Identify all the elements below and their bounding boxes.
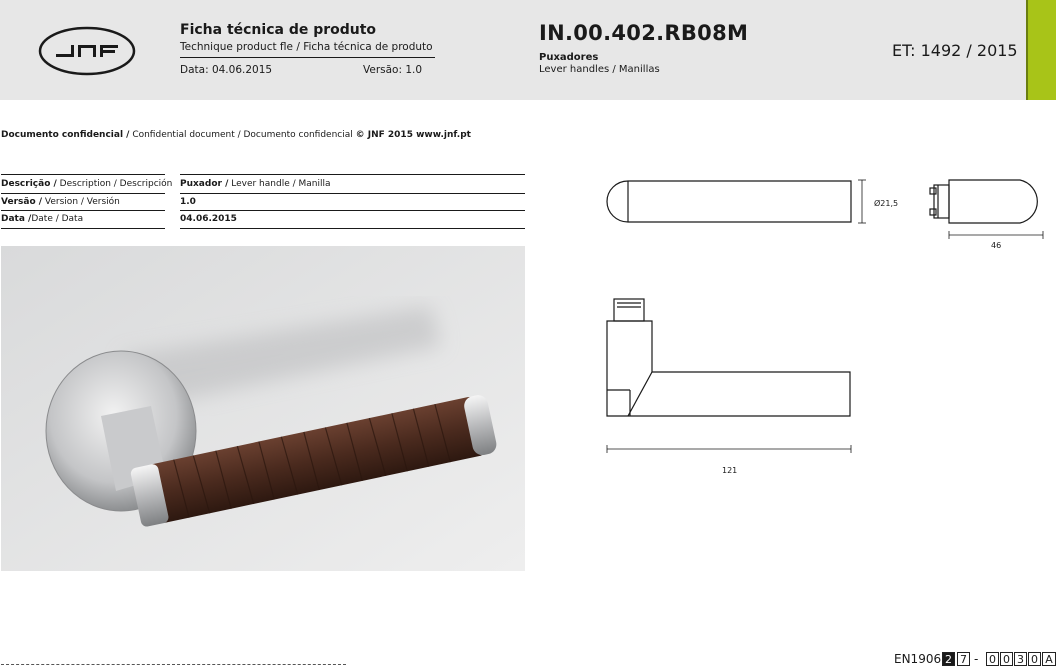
en-code-separator: -: [974, 652, 979, 666]
confidential-bold: Documento confidencial /: [1, 130, 130, 140]
lever-top-view: [607, 181, 851, 222]
en-code-box: 0: [1000, 652, 1013, 666]
sheet-subtitle: Technique product fle / Ficha técnica de produto: [180, 41, 433, 53]
technical-drawings: [560, 160, 1056, 490]
spec-label-description: Descrição / Description / Descripción: [1, 179, 173, 189]
spec-value-date: 04.06.2015: [180, 214, 237, 224]
en-code-box: 0: [986, 652, 999, 666]
lever-side-view: [607, 299, 850, 416]
spec-value-description: Puxador / Lever handle / Manilla: [180, 179, 331, 189]
spec-label-date: Data /Date / Data: [1, 214, 84, 224]
table-rule: [1, 174, 165, 175]
jnf-logo: [38, 26, 136, 76]
en-code-box: A: [1042, 652, 1056, 666]
en-code-box: 0: [1028, 652, 1041, 666]
footer-dashed-rule: [1, 664, 346, 665]
et-reference: ET: 1492 / 2015: [892, 41, 1018, 60]
table-rule: [180, 193, 525, 194]
diameter-dimension: Ø21,5: [874, 199, 899, 208]
confidential-notice: [1, 130, 471, 140]
table-rule: [1, 210, 165, 211]
lever-end-view: [949, 180, 1037, 223]
product-category-translations: Lever handles / Manillas: [539, 64, 660, 75]
product-category: Puxadores: [539, 52, 599, 63]
en-standard: EN1906: [894, 652, 942, 666]
accent-bar: [1028, 0, 1056, 100]
en-code-box: 2: [942, 652, 955, 666]
en-code-box: 3: [1014, 652, 1027, 666]
product-code: IN.00.402.RB08M: [539, 21, 749, 45]
table-rule: [1, 193, 165, 194]
spec-label-version: Versão / Version / Versión: [1, 197, 120, 207]
spec-value-version: 1.0: [180, 197, 196, 207]
en-code-box: 7: [957, 652, 970, 666]
table-rule: [180, 174, 525, 175]
length-dimension: 121: [722, 466, 738, 475]
table-rule: [180, 210, 525, 211]
sheet-version: Versão: 1.0: [363, 64, 423, 76]
rose-width-dimension: 46: [991, 241, 1002, 250]
copyright-text: © JNF 2015 www.jnf.pt: [355, 130, 471, 140]
table-rule: [1, 228, 165, 229]
sheet-title: Ficha técnica de produto: [180, 22, 377, 38]
title-rule: [180, 57, 435, 58]
sheet-date: Data: 04.06.2015: [180, 64, 273, 76]
table-rule: [180, 228, 525, 229]
product-photo: [1, 246, 525, 571]
confidential-text: Confidential document / Documento confidencial: [129, 130, 356, 140]
